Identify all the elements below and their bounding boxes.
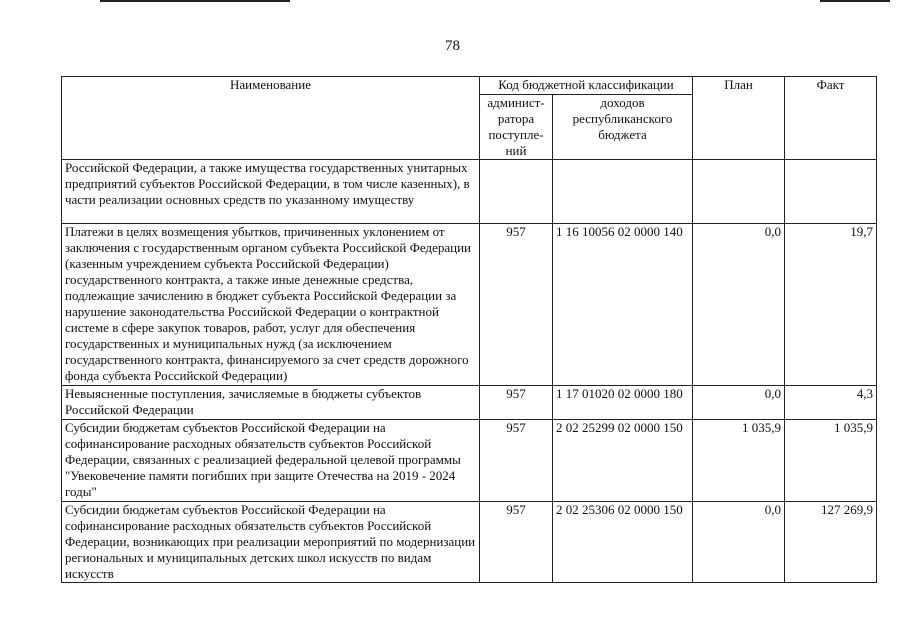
- header-fact: Факт: [785, 77, 877, 160]
- row-plan: 0,0: [693, 502, 785, 583]
- row-plan: 0,0: [693, 386, 785, 420]
- row-fact: 1 035,9: [785, 420, 877, 502]
- row-plan: [693, 160, 785, 224]
- page-top-rule-right: [820, 0, 890, 2]
- row-revenue-code: [553, 160, 693, 224]
- header-revenue: доходов республиканского бюджета: [553, 95, 693, 160]
- table-row: [62, 160, 877, 224]
- row-revenue-code: 1 17 01020 02 0000 180: [553, 386, 693, 420]
- header-admin: админист-ратора поступле-ний: [480, 95, 553, 160]
- row-revenue-code: 2 02 25306 02 0000 150: [553, 502, 693, 583]
- row-plan: 0,0: [693, 224, 785, 386]
- header-plan: План: [693, 77, 785, 160]
- table-row: [62, 224, 877, 386]
- row-name: Платежи в целях возмещения убытков, причиненных уклонением от заключения с государственным органом субъекта Российской Федерации (казенным учреждением субъекта Российской Федерации) государственного контракта, а также иные денежные средства, подлежащие зачислению в бюджет субъекта Российской Федерации за нарушение законодательства Российской Федерации о контрактной системе в сфере закупок товаров, работ, услуг для обеспечения государственных и муниципальных нужд (за исключением государственного контракта, финансируемого за счет средств дорожного фонда субъекта Российской Федерации): [62, 224, 480, 386]
- page-top-rule: [100, 0, 290, 2]
- budget-revenue-table: [61, 76, 877, 583]
- row-fact: 127 269,9: [785, 502, 877, 583]
- table-row: [62, 420, 877, 502]
- row-admin-code: 957: [480, 224, 553, 386]
- row-admin-code: [480, 160, 553, 224]
- table-row: [62, 502, 877, 583]
- row-admin-code: 957: [480, 502, 553, 583]
- header-name: Наименование: [62, 77, 480, 160]
- row-revenue-code: 1 16 10056 02 0000 140: [553, 224, 693, 386]
- table-row: [62, 386, 877, 420]
- header-code-group: Код бюджетной классификации: [480, 77, 693, 95]
- page-number: 78: [445, 38, 460, 54]
- row-name: Субсидии бюджетам субъектов Российской Федерации на софинансирование расходных обязательств субъектов Российской Федерации, возникающих при реализации мероприятий по модернизации региональных и муниципальных детских школ искусств по видам искусств: [62, 502, 480, 583]
- row-admin-code: 957: [480, 386, 553, 420]
- row-plan: 1 035,9: [693, 420, 785, 502]
- row-fact: 4,3: [785, 386, 877, 420]
- row-fact: [785, 160, 877, 224]
- row-revenue-code: 2 02 25299 02 0000 150: [553, 420, 693, 502]
- row-name: Невыясненные поступления, зачисляемые в бюджеты субъектов Российской Федерации: [62, 386, 480, 420]
- row-admin-code: 957: [480, 420, 553, 502]
- row-fact: 19,7: [785, 224, 877, 386]
- row-name: Российской Федерации, а также имущества государственных унитарных предприятий субъектов Российской Федерации, в том числе казенных), в части реализации основных средств по указанному имуществу: [62, 160, 480, 224]
- row-name: Субсидии бюджетам субъектов Российской Федерации на софинансирование расходных обязательств субъектов Российской Федерации, связанных с реализацией федеральной целевой программы "Увековечение памяти погибших при защите Отечества на 2019 - 2024 годы": [62, 420, 480, 502]
